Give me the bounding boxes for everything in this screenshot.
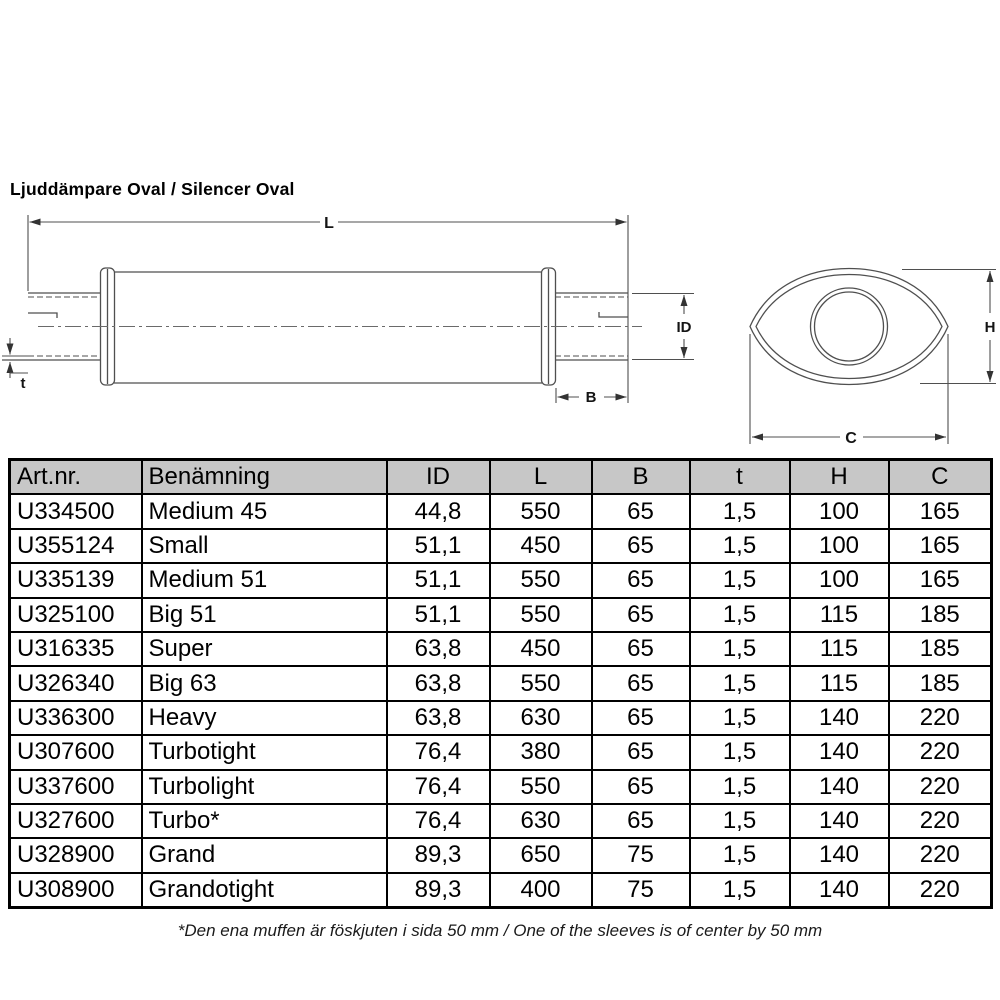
dim-label-t: t	[20, 375, 26, 392]
column-header: H	[790, 460, 889, 495]
table-row	[10, 598, 992, 632]
table-cell: 1,5	[690, 598, 790, 632]
table-cell: U334500	[10, 494, 142, 528]
table-cell: 65	[592, 770, 690, 804]
table-cell: 1,5	[690, 838, 790, 872]
table-cell: 450	[490, 529, 592, 563]
table-cell: U308900	[10, 873, 142, 908]
table-row	[10, 770, 992, 804]
table-cell: 220	[889, 804, 992, 838]
table-cell: U355124	[10, 529, 142, 563]
table-cell: 1,5	[690, 529, 790, 563]
dim-t	[10, 338, 28, 378]
table-cell: 220	[889, 873, 992, 908]
table-cell: 51,1	[387, 529, 490, 563]
table-cell: 65	[592, 735, 690, 769]
table-cell: 185	[889, 598, 992, 632]
table-cell: 1,5	[690, 701, 790, 735]
table-cell: 1,5	[690, 873, 790, 908]
table-cell: Medium 45	[142, 494, 387, 528]
table-cell: 75	[592, 873, 690, 908]
table-cell: 65	[592, 563, 690, 597]
end-view	[750, 269, 996, 445]
table-cell: 89,3	[387, 873, 490, 908]
table-cell: 115	[790, 598, 889, 632]
table-cell: 100	[790, 494, 889, 528]
table-row	[10, 735, 992, 769]
table-cell: 115	[790, 632, 889, 666]
dim-label-h: H	[984, 319, 996, 336]
table-cell: 220	[889, 770, 992, 804]
table-cell: 140	[790, 735, 889, 769]
table-cell: Grand	[142, 838, 387, 872]
table-cell: 63,8	[387, 701, 490, 735]
table-cell: 165	[889, 563, 992, 597]
footnote: *Den ena muffen är föskjuten i sida 50 mm / One of the sleeves is of center by 50 mm	[177, 921, 823, 940]
dim-label-id: ID	[676, 319, 692, 336]
column-header: B	[592, 460, 690, 495]
table-cell: Medium 51	[142, 563, 387, 597]
table-cell: U335139	[10, 563, 142, 597]
table-cell: 65	[592, 666, 690, 700]
table-cell: 550	[490, 770, 592, 804]
table-cell: 65	[592, 701, 690, 735]
table-row	[10, 529, 992, 563]
extension-lines	[28, 215, 694, 403]
table-cell: 65	[592, 529, 690, 563]
table-cell: 550	[490, 598, 592, 632]
table-row	[10, 632, 992, 666]
table-cell: 140	[790, 838, 889, 872]
table-cell: 220	[889, 735, 992, 769]
table-cell: 65	[592, 632, 690, 666]
parts-table	[8, 458, 993, 909]
table-cell: U328900	[10, 838, 142, 872]
table-cell: 630	[490, 804, 592, 838]
dim-label-c: C	[845, 430, 857, 447]
table-cell: U325100	[10, 598, 142, 632]
table-cell: 1,5	[690, 770, 790, 804]
table-row	[10, 838, 992, 872]
table-cell: 1,5	[690, 494, 790, 528]
column-header: C	[889, 460, 992, 495]
table-cell: 185	[889, 666, 992, 700]
dim-label-l: L	[324, 215, 334, 232]
table-cell: 76,4	[387, 770, 490, 804]
table-cell: 140	[790, 804, 889, 838]
table-cell: 51,1	[387, 563, 490, 597]
side-view	[2, 215, 694, 403]
table-cell: U336300	[10, 701, 142, 735]
table-cell: 140	[790, 873, 889, 908]
table-cell: 185	[889, 632, 992, 666]
column-header: t	[690, 460, 790, 495]
table-header-row	[10, 460, 992, 495]
table-cell: 63,8	[387, 632, 490, 666]
table-cell: 1,5	[690, 666, 790, 700]
table-cell: 450	[490, 632, 592, 666]
table-cell: 89,3	[387, 838, 490, 872]
dim-label-b: B	[585, 389, 597, 406]
table-cell: 140	[790, 701, 889, 735]
silencer-drawing	[0, 200, 1000, 460]
technical-drawing	[0, 200, 1000, 460]
table-row	[10, 563, 992, 597]
table-cell: Turbolight	[142, 770, 387, 804]
table-row	[10, 494, 992, 528]
table-row	[10, 666, 992, 700]
table-cell: 1,5	[690, 735, 790, 769]
table-cell: 1,5	[690, 563, 790, 597]
table-cell: 550	[490, 563, 592, 597]
inlet-slit	[28, 313, 57, 318]
table-cell: 550	[490, 494, 592, 528]
table-cell: 140	[790, 770, 889, 804]
table-cell: 65	[592, 494, 690, 528]
table-cell: 650	[490, 838, 592, 872]
table-cell: 220	[889, 701, 992, 735]
table-cell: 630	[490, 701, 592, 735]
table-cell: 44,8	[387, 494, 490, 528]
outlet-slit	[599, 312, 628, 317]
column-header: Art.nr.	[10, 460, 142, 495]
table-cell: 65	[592, 804, 690, 838]
table-cell: 65	[592, 598, 690, 632]
table-cell: Super	[142, 632, 387, 666]
table-cell: U327600	[10, 804, 142, 838]
table-row	[10, 873, 992, 908]
table-cell: 1,5	[690, 804, 790, 838]
table-cell: 100	[790, 563, 889, 597]
table-cell: U326340	[10, 666, 142, 700]
column-header: Benämning	[142, 460, 387, 495]
table-cell: 76,4	[387, 804, 490, 838]
table-cell: 100	[790, 529, 889, 563]
page-title: Ljuddämpare Oval / Silencer Oval	[10, 179, 295, 199]
table-cell: Small	[142, 529, 387, 563]
table-cell: 165	[889, 529, 992, 563]
table-cell: 220	[889, 838, 992, 872]
column-header: ID	[387, 460, 490, 495]
table-cell: 63,8	[387, 666, 490, 700]
table-cell: U316335	[10, 632, 142, 666]
table-cell: Turbotight	[142, 735, 387, 769]
table-cell: 76,4	[387, 735, 490, 769]
table-cell: Turbo*	[142, 804, 387, 838]
table-row	[10, 701, 992, 735]
column-header: L	[490, 460, 592, 495]
table-row	[10, 804, 992, 838]
table-cell: 550	[490, 666, 592, 700]
table-cell: 165	[889, 494, 992, 528]
table-cell: 1,5	[690, 632, 790, 666]
table-cell: Big 63	[142, 666, 387, 700]
table-cell: Heavy	[142, 701, 387, 735]
table-cell: U307600	[10, 735, 142, 769]
table-cell: 400	[490, 873, 592, 908]
table-body	[10, 494, 992, 907]
table-cell: Big 51	[142, 598, 387, 632]
table-cell: U337600	[10, 770, 142, 804]
table-cell: 75	[592, 838, 690, 872]
table-cell: 115	[790, 666, 889, 700]
table-cell: 51,1	[387, 598, 490, 632]
table-cell: 380	[490, 735, 592, 769]
oval-shell-outer	[750, 269, 948, 385]
table-cell: Grandotight	[142, 873, 387, 908]
